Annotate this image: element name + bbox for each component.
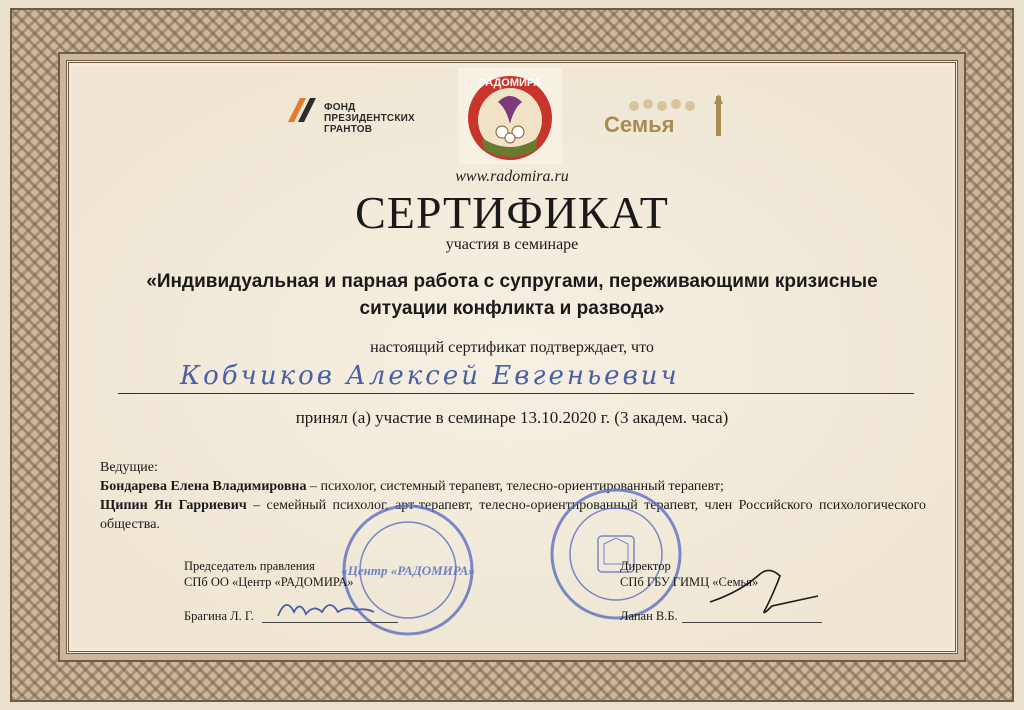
seminar-title: «Индивидуальная и парная работа с супругами, переживающими кризисные ситуации конфликта и развода» <box>146 271 878 319</box>
radomira-logo <box>458 68 562 164</box>
left-handwritten-signature <box>270 590 380 626</box>
website-url: www.radomira.ru <box>455 168 569 185</box>
leader-description: – семейный психолог, арт-терапевт, телесно-ориентированный терапевт, член Российского психологического общества. <box>100 498 926 532</box>
left-signatory-title: Председатель правления СПб ОО «Центр «РАДОМИРА» <box>184 559 354 589</box>
fund-logo-text: ФОНД ПРЕЗИДЕНТСКИХ ГРАНТОВ <box>324 102 415 135</box>
leader-name: Щипин Ян Гарриевич <box>100 498 247 513</box>
right-signature-line <box>682 622 822 623</box>
leader-name: Бондарева Елена Владимировна <box>100 479 307 494</box>
radomira-logo-text: РАДОМИРА <box>478 77 542 89</box>
semya-logo-text: Семья <box>604 112 675 137</box>
recipient-name: Кобчиков Алексей Евгеньевич <box>180 361 680 391</box>
radomira-stamp-text: «Центр «РАДОМИРА» <box>341 563 475 578</box>
leaders-heading: Ведущие: <box>100 460 158 475</box>
semya-stamp <box>548 484 684 624</box>
right-signatory-name: Лапан В.Б. <box>620 609 678 623</box>
semya-logo <box>604 94 732 142</box>
participation-text: принял (а) участие в семинаре 13.10.2020 г. (3 академ. часа) <box>295 408 729 427</box>
right-handwritten-signature <box>700 562 824 622</box>
name-underline <box>118 393 914 394</box>
confirmation-text: настоящий сертификат подтверждает, что <box>370 339 654 356</box>
radomira-emblem-icon <box>458 68 562 164</box>
right-signatory-title: Директор СПб ГБУ ГИМЦ «Семья» <box>620 559 759 589</box>
certificate-subtitle: участия в семинаре <box>445 236 579 253</box>
leader-item <box>100 496 926 534</box>
leader-item <box>100 477 926 496</box>
seminar-leaders <box>100 458 926 534</box>
fund-logo-icon <box>286 92 318 126</box>
presidential-grants-fund-logo <box>286 92 426 140</box>
certificate-title: СЕРТИФИКАТ <box>355 187 669 238</box>
leader-description: – психолог, системный терапевт, телесно-ориентированный терапевт; <box>306 479 724 494</box>
left-signatory-name: Брагина Л. Г. <box>184 609 254 623</box>
